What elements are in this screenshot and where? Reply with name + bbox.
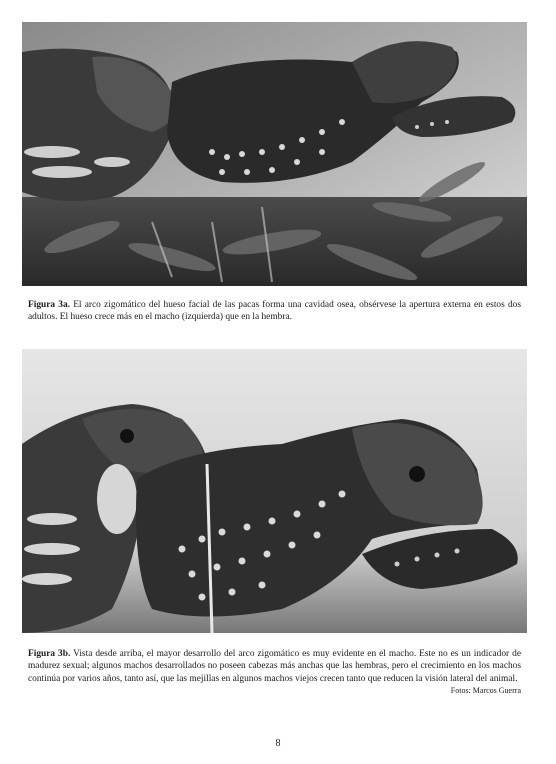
paca-photo-3a xyxy=(22,22,527,286)
paca-photo-3b xyxy=(22,349,527,633)
photo-credit: Fotos: Marcos Guerra xyxy=(450,686,521,696)
photo-figure-3a xyxy=(22,22,527,286)
figure-3a-text: El arco zigomático del hueso facial de las pacas forma una cavidad osea, obsérvese la apertura externa en estos dos adultos. El hueso crece más en el macho (izquierda) que en la hembra. xyxy=(28,300,521,323)
photo-figure-3b xyxy=(22,349,527,633)
figure-3b-text: Vista desde arriba, el mayor desarrollo del arco zigomático es muy evidente en el macho. Este no es un indicador de madurez sexual; algunos machos desarrollados no poseen cabezas más anchas que las hembras, pero el crecimiento en los machos continúa por varios años, tanto así, que las mejillas en algunos machos viejos crecen tanto que reducen la visión lateral del animal. xyxy=(28,649,521,684)
page-number: 8 xyxy=(275,738,281,749)
figure-3b-label: Figura 3b. xyxy=(28,649,71,659)
figure-3b-caption xyxy=(28,648,521,698)
figure-3a-caption xyxy=(28,299,521,324)
figure-3a-label: Figura 3a. xyxy=(28,300,70,310)
